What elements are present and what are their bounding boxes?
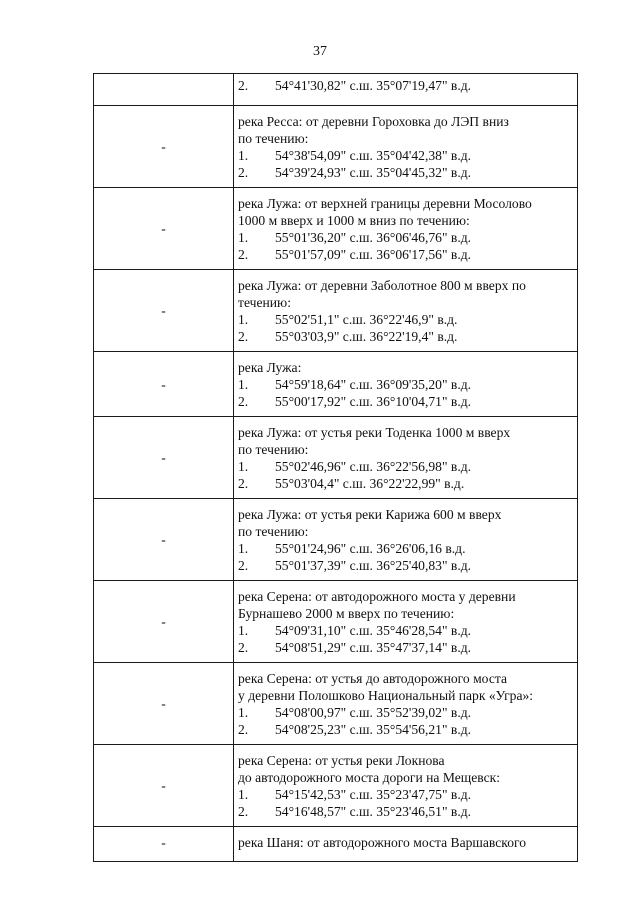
description-cell: [234, 106, 578, 188]
river-section-title: по течению:: [238, 131, 309, 146]
coordinate-point: [238, 393, 573, 410]
point-coordinates: 55°02'46,96" с.ш. 36°22'56,98" в.д.: [275, 459, 472, 474]
coordinate-point: [238, 376, 573, 393]
river-section-title: по течению:: [238, 524, 309, 539]
description-cell: [234, 74, 578, 106]
river-section-title: река Лужа: от устья реки Тоденка 1000 м вверх: [238, 425, 511, 440]
river-section-title: река Серена: от автодорожного моста у деревни: [238, 589, 516, 604]
point-coordinates: 54°08'00,97" с.ш. 35°52'39,02" в.д.: [275, 705, 472, 720]
point-number: 1.: [238, 623, 249, 638]
table-body: [94, 74, 578, 862]
table-row: [94, 74, 578, 106]
dash-mark: -: [161, 614, 166, 629]
river-section-title: река Лужа:: [238, 360, 302, 375]
dash-cell: [94, 106, 234, 188]
dash-mark: -: [161, 532, 166, 547]
point-number: 1.: [238, 705, 249, 720]
coordinate-point: [238, 540, 573, 557]
river-section-title: у деревни Полошково Национальный парк «Угра»:: [238, 688, 534, 703]
point-coordinates: 55°01'36,20" с.ш. 36°06'46,76" в.д.: [275, 230, 472, 245]
dash-mark: -: [161, 376, 166, 392]
dash-cell: [94, 581, 234, 663]
river-section-title: по течению:: [238, 442, 309, 457]
description-cell: [234, 352, 578, 417]
coordinates-table: [93, 73, 578, 862]
coordinate-point: [238, 229, 573, 246]
table-row: [94, 827, 578, 862]
point-coordinates: 54°09'31,10" с.ш. 35°46'28,54" в.д.: [275, 623, 472, 638]
coordinate-point: [238, 786, 573, 803]
dash-cell: [94, 663, 234, 745]
river-section-title: до автодорожного моста дороги на Мещевск:: [238, 770, 501, 785]
point-number: 1.: [238, 312, 249, 327]
coordinate-point: [238, 557, 573, 574]
river-section-title: река Серена: от устья до автодорожного моста: [238, 671, 507, 686]
table-row: [94, 417, 578, 499]
description-cell: [234, 745, 578, 827]
dash-cell: [94, 417, 234, 499]
dash-cell: [94, 827, 234, 862]
dash-mark: -: [161, 221, 166, 236]
coordinate-point: [238, 475, 573, 492]
coordinate-point: [238, 803, 573, 820]
point-coordinates: 54°08'25,23" с.ш. 35°54'56,21" в.д.: [275, 722, 472, 737]
description-cell: [234, 188, 578, 270]
coordinate-point: [238, 328, 573, 345]
dash-cell: [94, 499, 234, 581]
table-row: [94, 352, 578, 417]
coordinate-point: [238, 77, 573, 94]
point-number: 1.: [238, 377, 249, 392]
point-number: 2.: [238, 640, 249, 655]
description-cell: [234, 663, 578, 745]
dash-cell: [94, 270, 234, 352]
point-coordinates: 54°38'54,09" с.ш. 35°04'42,38" в.д.: [275, 148, 472, 163]
description-cell: [234, 827, 578, 862]
dash-mark: -: [161, 778, 166, 793]
river-section-title: Бурнашево 2000 м вверх по течению:: [238, 606, 455, 621]
point-coordinates: 54°15'42,53" с.ш. 35°23'47,75" в.д.: [275, 787, 472, 802]
point-coordinates: 54°08'51,29" с.ш. 35°47'37,14" в.д.: [275, 640, 472, 655]
point-number: 2.: [238, 247, 249, 262]
point-coordinates: 55°03'03,9" с.ш. 36°22'19,4" в.д.: [275, 329, 458, 344]
coordinate-point: [238, 246, 573, 263]
river-section-title: река Лужа: от верхней границы деревни Мосолово: [238, 196, 532, 211]
dash-mark: -: [161, 303, 166, 318]
point-number: 1.: [238, 459, 249, 474]
table-row: [94, 106, 578, 188]
page-number: 37: [313, 44, 327, 59]
river-section-title: река Серена: от устья реки Локнова: [238, 753, 445, 768]
river-section-title: река Лужа: от деревни Заболотное 800 м вверх по: [238, 278, 526, 293]
table-row: [94, 188, 578, 270]
river-section-title: река Шаня: от автодорожного моста Варшавского: [238, 835, 527, 850]
description-cell: [234, 499, 578, 581]
description-cell: [234, 270, 578, 352]
point-number: 1.: [238, 541, 249, 556]
coordinate-point: [238, 704, 573, 721]
river-section-title: река Ресса: от деревни Гороховка до ЛЭП вниз: [238, 114, 509, 129]
river-section-title: течению:: [238, 295, 291, 310]
point-number: 2.: [238, 329, 249, 344]
point-number: 1.: [238, 148, 249, 163]
point-coordinates: 55°03'04,4" с.ш. 36°22'22,99" в.д.: [275, 476, 465, 491]
dash-cell: [94, 188, 234, 270]
dash-mark: -: [161, 696, 166, 711]
point-coordinates: 54°41'30,82" с.ш. 35°07'19,47" в.д.: [275, 78, 472, 93]
point-coordinates: 55°02'51,1" с.ш. 36°22'46,9" в.д.: [275, 312, 458, 327]
coordinate-point: [238, 458, 573, 475]
point-number: 1.: [238, 230, 249, 245]
point-number: 2.: [238, 476, 249, 491]
table-row: [94, 581, 578, 663]
point-coordinates: 55°01'24,96" с.ш. 36°26'06,16 в.д.: [275, 541, 466, 556]
coordinate-point: [238, 639, 573, 656]
dash-cell: [94, 352, 234, 417]
description-cell: [234, 581, 578, 663]
coordinate-point: [238, 721, 573, 738]
point-number: 2.: [238, 165, 249, 180]
dash-mark: -: [161, 450, 166, 465]
point-number: 2.: [238, 394, 249, 409]
river-section-title: 1000 м вверх и 1000 м вниз по течению:: [238, 213, 470, 228]
coordinate-point: [238, 147, 573, 164]
point-number: 2.: [238, 804, 249, 819]
table-row: [94, 270, 578, 352]
point-coordinates: 54°39'24,93" с.ш. 35°04'45,32" в.д.: [275, 165, 472, 180]
coordinate-point: [238, 622, 573, 639]
table-row: [94, 745, 578, 827]
point-coordinates: 55°01'37,39" с.ш. 36°25'40,83" в.д.: [275, 558, 472, 573]
description-cell: [234, 417, 578, 499]
dash-cell: [94, 74, 234, 106]
coordinate-point: [238, 164, 573, 181]
table-row: [94, 663, 578, 745]
point-coordinates: 54°16'48,57" с.ш. 35°23'46,51" в.д.: [275, 804, 472, 819]
point-coordinates: 55°00'17,92" с.ш. 36°10'04,71" в.д.: [275, 394, 472, 409]
point-number: 2.: [238, 722, 249, 737]
dash-cell: [94, 745, 234, 827]
point-number: 2.: [238, 558, 249, 573]
point-coordinates: 54°59'18,64" с.ш. 36°09'35,20" в.д.: [275, 377, 472, 392]
point-number: 2.: [238, 78, 249, 93]
point-number: 1.: [238, 787, 249, 802]
point-coordinates: 55°01'57,09" с.ш. 36°06'17,56" в.д.: [275, 247, 472, 262]
river-section-title: река Лужа: от устья реки Карижа 600 м вверх: [238, 507, 502, 522]
table-row: [94, 499, 578, 581]
coordinate-point: [238, 311, 573, 328]
dash-mark: -: [161, 139, 166, 154]
dash-mark: -: [161, 835, 166, 850]
